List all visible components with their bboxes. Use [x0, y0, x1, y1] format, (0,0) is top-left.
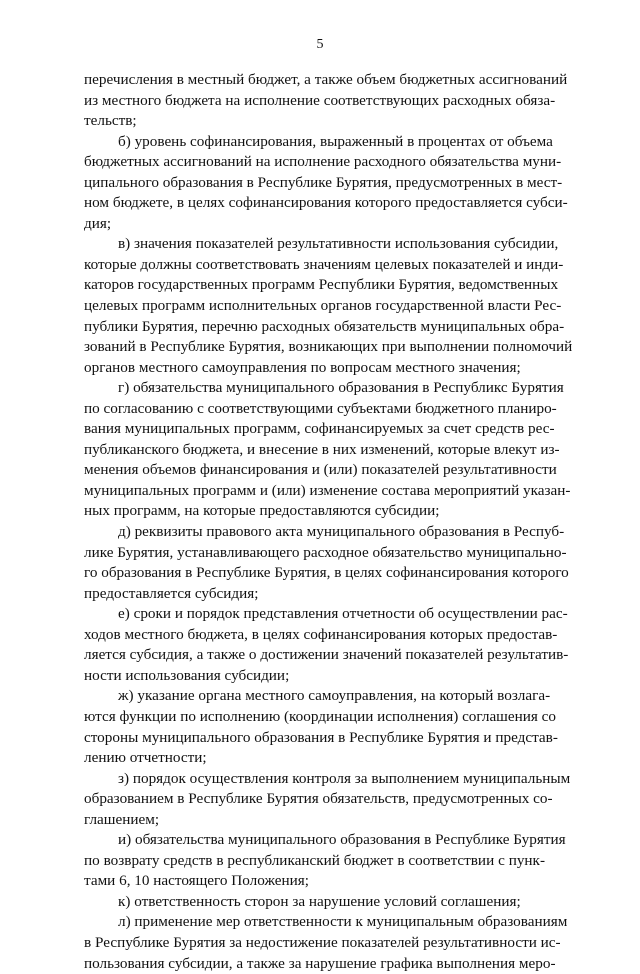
text-line: муниципальных программ и (или) изменение состава мероприятий указан-: [84, 481, 571, 499]
text-line: б) уровень софинансирования, выраженный в процентах от объема: [118, 132, 553, 150]
text-line: г) обязательства муниципального образования в Республикс Бурятия: [118, 379, 564, 397]
text-line: л) применение мер ответственности к муниципальным образованиям: [118, 913, 568, 931]
body-text: [84, 70, 573, 974]
text-line: публики Бурятия, перечню расходных обязательств муниципальных обра-: [84, 317, 565, 335]
text-line: е) сроки и порядок представления отчетности об осуществлении рас-: [118, 605, 568, 623]
text-line: ходов местного бюджета, в целях софинансирования которых предостав-: [84, 625, 558, 643]
text-line: менения объемов финансирования и (или) показателей результативности: [84, 461, 557, 479]
text-line: ляется субсидия, а также о достижении значений показателей результатив-: [84, 646, 569, 664]
text-line: зований в Республике Бурятия, возникающих при выполнении полномочий: [84, 338, 573, 356]
text-line: по согласованию с соответствующими субъектами бюджетного планиро-: [84, 399, 557, 417]
text-line: дия;: [84, 214, 112, 232]
text-line: лению отчетности;: [84, 749, 207, 767]
text-line: по возврату средств в республиканский бюджет в соответствии с пунк-: [84, 851, 545, 869]
text-line: органов местного самоуправления по вопросам местного значения;: [84, 358, 521, 376]
text-line: ж) указание органа местного самоуправления, на который возлага-: [118, 687, 551, 705]
text-line: в) значения показателей результативности использования субсидии,: [118, 235, 559, 253]
text-line: пользования субсидии, а также за нарушение графика выполнения меро-: [84, 954, 556, 972]
page-number: 5: [316, 37, 324, 52]
text-line: бюджетных ассигнований на исполнение расходного обязательства муни-: [84, 153, 562, 171]
text-line: публиканского бюджета, и внесение в них изменений, которые влекут из-: [84, 440, 560, 458]
text-line: каторов государственных программ Республики Бурятия, ведомственных: [84, 276, 559, 294]
text-line: ются функции по исполнению (координации исполнения) соглашения со: [84, 707, 556, 725]
text-line: перечисления в местный бюджет, а также объем бюджетных ассигнований: [84, 71, 568, 88]
text-line: ности использования субсидии;: [84, 666, 290, 684]
text-line: которые должны соответствовать значениям целевых показателей и инди-: [84, 255, 564, 273]
text-line: ных программ, на которые предоставляются субсидии;: [84, 502, 440, 520]
text-line: глашением;: [84, 810, 160, 828]
text-line: ном бюджете, в целях софинансирования которого предоставляется субси-: [84, 194, 568, 212]
text-line: лике Бурятия, устанавливающего расходное обязательство муниципально-: [84, 543, 567, 561]
text-line: к) ответственность сторон за нарушение условий соглашения;: [118, 892, 521, 910]
text-line: ципального образования в Республике Бурятия, предусмотренных в мест-: [84, 173, 563, 191]
text-line: в Республике Бурятия за недостижение показателей результативности ис-: [84, 933, 561, 951]
text-line: образованием в Республике Бурятия обязательств, предусмотренных со-: [84, 790, 553, 808]
text-line: из местного бюджета на исполнение соответствующих расходных обяза-: [84, 91, 556, 109]
text-line: з) порядок осуществления контроля за выполнением муниципальным: [118, 769, 571, 787]
text-line: и) обязательства муниципального образования в Республике Бурятия: [118, 831, 566, 849]
text-line: целевых программ исполнительных органов государственной власти Рес-: [84, 297, 562, 315]
text-line: го образования в Республике Бурятия, в целях софинансирования которого: [84, 564, 569, 582]
text-line: тами 6, 10 настоящего Положения;: [84, 872, 309, 890]
text-line: стороны муниципального образования в Республике Бурятия и представ-: [84, 728, 558, 746]
text-line: д) реквизиты правового акта муниципального образования в Респуб-: [118, 523, 565, 541]
text-line: вания муниципальных программ, софинансируемых за счет средств рес-: [84, 420, 555, 438]
text-line: тельств;: [84, 112, 137, 130]
text-line: предоставляется субсидия;: [84, 584, 259, 602]
